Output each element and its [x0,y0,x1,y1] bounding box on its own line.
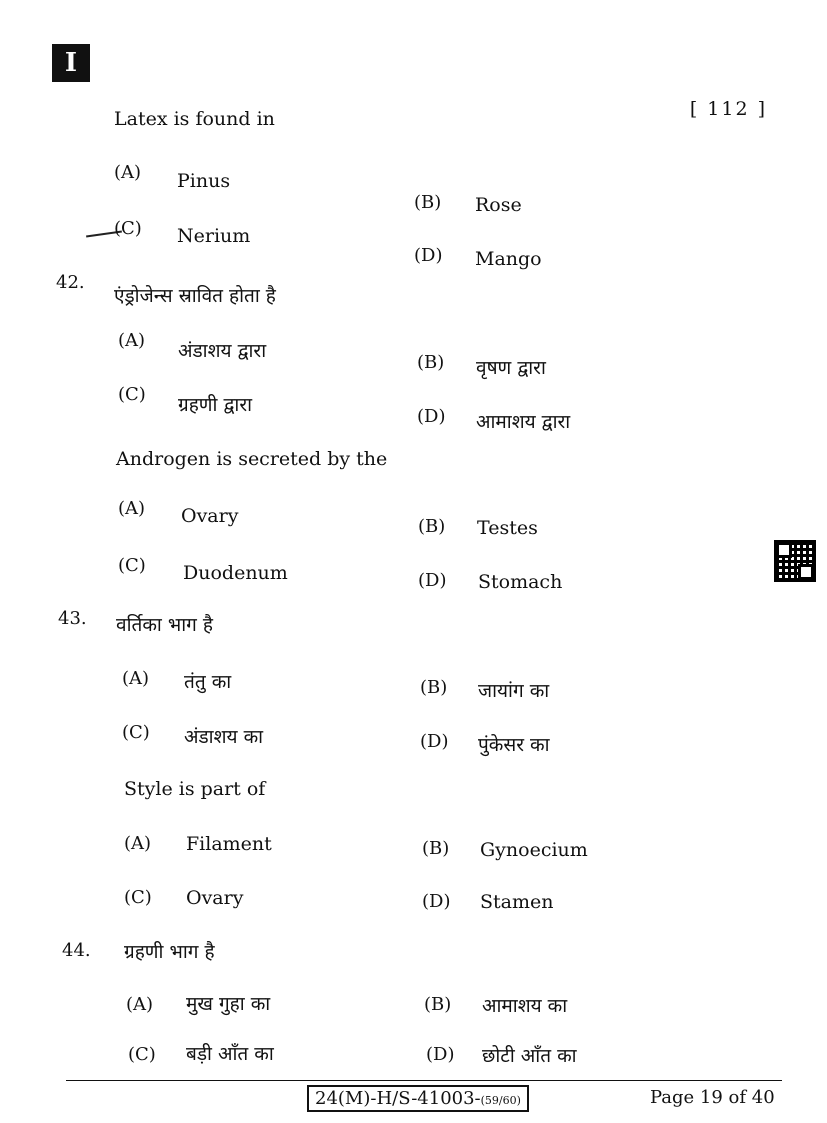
q43-question-hi: वर्तिका भाग है [116,614,213,636]
q44-hi-option-b-text: आमाशय का [482,995,568,1017]
q42-hi-option-b-text: वृषण द्वारा [476,357,546,379]
q44-question-hi: ग्रहणी भाग है [124,941,215,963]
q43-hi-option-d-text: पुंकेसर का [478,734,550,756]
q41-option-c-text: Nerium [177,225,251,247]
q41-option-b-letter: (B) [414,192,442,213]
q42-hi-option-a-text: अंडाशय द्वारा [178,340,267,362]
q42-en-option-b-letter: (B) [418,516,446,537]
q41-option-d-letter: (D) [414,245,443,266]
q43-hi-option-a-text: तंतु का [184,671,232,693]
q42-en-option-c-text: Duodenum [183,562,288,584]
q42-en-option-a-text: Ovary [181,505,239,527]
q43-en-option-b-text: Gynoecium [480,839,588,861]
q42-en-option-b-text: Testes [477,517,538,539]
page-number: Page 19 of 40 [650,1087,775,1108]
q43-en-option-c-text: Ovary [186,887,244,909]
q44-hi-option-b-letter: (B) [424,994,452,1015]
q42-hi-option-c-text: ग्रहणी द्वारा [178,394,253,416]
paper-code [307,1085,529,1112]
q44-hi-option-c-text: बड़ी आँत का [186,1043,274,1065]
footer-divider [66,1080,782,1081]
q42-en-option-a-letter: (A) [118,498,146,519]
q41-option-c-letter: (C) [114,218,142,239]
q43-question-en: Style is part of [124,778,266,800]
paper-code-main: 24(M)-H/S-41003- [315,1088,481,1109]
q44-hi-option-a-letter: (A) [126,994,154,1015]
q41-question-en: Latex is found in [114,108,275,130]
q43-hi-option-c-text: अंडाशय का [184,726,264,748]
q43-en-option-d-text: Stamen [480,891,554,913]
q42-hi-option-a-letter: (A) [118,330,146,351]
q41-option-a-text: Pinus [177,170,231,192]
qr-code [776,542,814,580]
q44-hi-option-c-letter: (C) [128,1044,156,1065]
q43-hi-option-a-letter: (A) [122,668,150,689]
q42-en-option-d-letter: (D) [418,570,447,591]
q42-en-option-c-letter: (C) [118,555,146,576]
q43-hi-option-d-letter: (D) [420,731,449,752]
q41-option-b-text: Rose [475,194,522,216]
q42-hi-option-b-letter: (B) [417,352,445,373]
q42-en-option-d-text: Stomach [478,571,563,593]
q42-number: 42. [56,272,85,293]
q43-en-option-d-letter: (D) [422,891,451,912]
q42-question-en: Androgen is secreted by the [116,448,388,470]
q43-en-option-a-letter: (A) [124,833,152,854]
q44-hi-option-a-text: मुख गुहा का [186,993,271,1015]
q43-hi-option-b-letter: (B) [420,677,448,698]
q43-en-option-a-text: Filament [186,833,272,855]
q43-number: 43. [58,608,87,629]
set-badge: I [52,44,90,82]
q44-number: 44. [62,940,91,961]
q44-hi-option-d-text: छोटी आँत का [482,1045,577,1067]
q44-hi-option-d-letter: (D) [426,1044,455,1065]
q42-hi-option-d-letter: (D) [417,406,446,427]
q43-hi-option-b-text: जायांग का [478,680,550,702]
q41-option-d-text: Mango [475,248,542,270]
q43-hi-option-c-letter: (C) [122,722,150,743]
q41-option-a-letter: (A) [114,162,142,183]
q42-hi-option-c-letter: (C) [118,384,146,405]
question-code: [ 112 ] [689,98,767,120]
paper-code-suffix: (59/60) [480,1094,521,1107]
q43-en-option-c-letter: (C) [124,887,152,908]
q43-en-option-b-letter: (B) [422,838,450,859]
q42-question-hi: एंड्रोजेन्स स्रावित होता है [114,285,276,307]
q42-hi-option-d-text: आमाशय द्वारा [476,411,571,433]
